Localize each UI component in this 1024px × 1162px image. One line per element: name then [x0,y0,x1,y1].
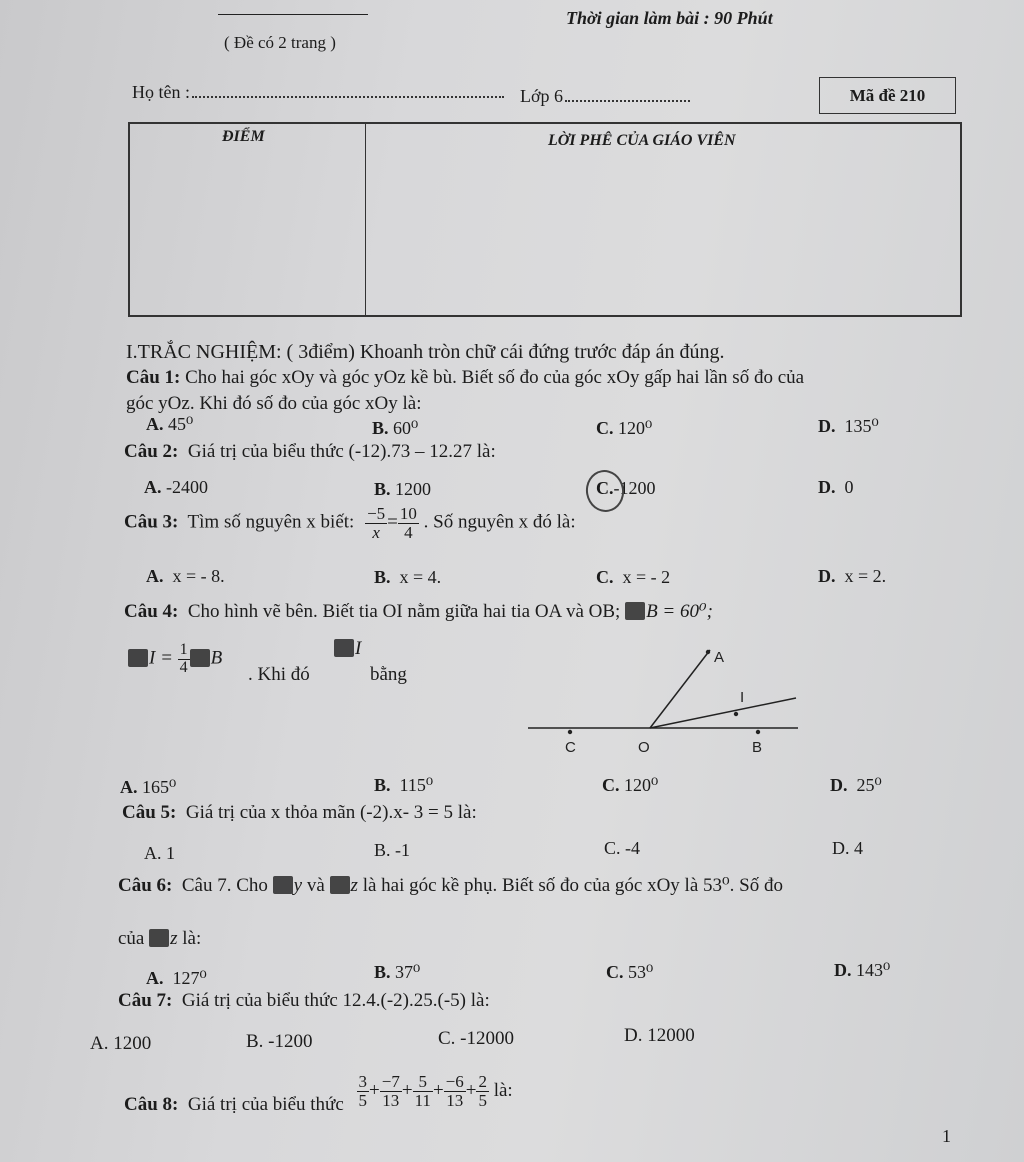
q4-bang: bằng [370,664,407,685]
question-2 [124,441,496,463]
q1-option-c: C. 120⁰ [596,418,653,438]
section-title: I.TRẮC NGHIỆM: ( 3điểm) Khoanh tròn chữ cái đứng trước đáp án đúng. [126,341,725,363]
q5-option-a: A. 1 [144,843,175,863]
question-7 [118,990,490,1012]
angle-coi-glyph [334,639,354,657]
angle-boi-glyph [128,649,148,667]
q1-text: Cho hai góc xOy và góc yOz kề bù. Biết số đo của góc xOy gấp hai lần số đo của [180,367,805,388]
q8-fraction-2: $\frac{-7}{13}$ [381,1071,400,1110]
question-6: Câu 6: Câu 7. Cho y và z là hai góc kề phụ. Biết số đo của góc xOy là 53⁰. Số đo [118,875,783,896]
question-4 [124,600,713,623]
q7-option-c: C. -12000 [438,1028,514,1049]
point-b [756,730,760,734]
ray-oi [650,698,796,728]
q3-text: Tìm số nguyên x biết: [187,511,355,533]
angle-yoz-glyph-2 [149,929,169,947]
handwritten-circle-mark [583,467,628,515]
q3-fraction-2: $\frac{10}{4}$ [399,504,417,542]
angle-aob-glyph [625,602,645,620]
q8-fraction-3: $\frac{5}{11}$ [414,1071,431,1110]
q3-option-d: D. x = 2. [818,566,887,586]
q4-line-2: I = $\frac{1}{4}$ B [128,642,222,677]
label-o: O [638,739,650,756]
label-c: C [565,739,576,756]
q2-option-d: D. 0 [818,477,854,497]
q1-option-d: D. 135⁰ [818,416,879,436]
q4-text: Cho hình vẽ bên. Biết tia OI nằm giữa hai tia OA và OB; [187,601,621,622]
q5-label: Câu 5: [122,802,177,823]
q7-label: Câu 7: [118,990,173,1011]
q4-angle-coi: I [334,638,361,660]
exam-code: Mã đề 210 [849,86,926,105]
q6-line-2: của z là: [118,928,202,949]
q7-text: Giá trị của biểu thức 12.4.(-2).25.(-5) là: [181,990,490,1011]
q4-angle-aob: B = 60⁰; [646,601,713,622]
q1-label: Câu 1: [126,367,181,388]
label-b: B [752,739,763,756]
q3-option-a: A. x = - 8. [146,566,225,586]
q3-option-b: B. x = 4. [374,567,442,587]
q5-option-b: B. -1 [374,840,410,860]
question-8: Câu 8: Giá trị của biểu thức $\frac{3}{5}$ + $\frac{-7}{13}$ + $\frac{5}{11}$ + $\frac{-6}{13}$ + $\frac{2}{5}$ là: [124,1071,513,1115]
q2-option-b: B. 1200 [374,479,432,499]
angle-yoz-glyph [330,876,350,894]
q8-fraction-4: $\frac{-6}{13}$ [445,1071,464,1110]
q4-option-c: C. 120⁰ [602,775,659,795]
q4-khi-do: . Khi đó [248,664,310,685]
score-divider [365,124,366,317]
angle-aob-glyph-2 [190,649,210,667]
score-header: ĐIỂM [222,128,265,145]
q5-option-d: D. 4 [832,838,863,858]
q3-option-c: C. x = - 2 [596,567,671,587]
q4-label: Câu 4: [124,601,179,622]
label-i: I [740,689,745,706]
point-c [568,730,572,734]
q6-option-b: B. 37⁰ [374,962,421,982]
q4-geometry-figure [520,640,810,762]
comment-header: LỜI PHÊ CỦA GIÁO VIÊN [548,132,736,149]
q7-option-a: A. 1200 [90,1033,152,1054]
question-1 [126,367,804,389]
q7-option-d: D. 12000 [624,1025,695,1046]
point-a [706,650,710,654]
q4-option-b: B. 115⁰ [374,775,434,795]
q2-option-c: C.-1200 [596,478,656,498]
q8-label: Câu 8: [124,1094,179,1115]
q1-option-a: A. 45⁰ [146,414,194,434]
q2-option-a: A. -2400 [144,477,208,497]
q8-fraction-5: $\frac{2}{5}$ [478,1071,487,1110]
q2-text: Giá trị của biểu thức (-12).73 – 12.27 là: [187,441,496,462]
q2-label: Câu 2: [124,441,179,462]
q3-label: Câu 3: [124,511,179,533]
label-a: A [714,649,725,666]
q6-option-c: C. 53⁰ [606,962,654,982]
q3-tail: . Số nguyên x đó là: [423,511,576,533]
pages-note: ( Đề có 2 trang ) [224,33,336,52]
page-number: 1 [942,1126,951,1146]
point-i [734,712,738,716]
question-5 [122,802,477,824]
q8-text: Giá trị của biểu thức [187,1094,344,1115]
q4-option-d: D. 25⁰ [830,775,882,795]
q5-text: Giá trị của x thỏa mãn (-2).x- 3 = 5 là: [185,802,477,823]
q7-option-b: B. -1200 [246,1031,313,1052]
q4-fraction: $\frac{1}{4}$ [179,641,188,676]
name-label: Họ tên : [132,82,504,103]
q5-option-c: C. -4 [604,838,640,858]
exam-code-box [819,77,956,114]
angle-xoy-glyph [273,876,293,894]
ray-oa [650,650,710,728]
exam-time: Thời gian làm bài : 90 Phút [566,8,773,28]
q6-option-d: D. 143⁰ [834,960,891,980]
class-label: Lớp 6 [520,86,690,107]
q1-text-2: góc yOz. Khi đó số đo của góc xOy là: [126,393,422,414]
question-3: Câu 3: Tìm số nguyên x biết: $\frac{-5}{x}$ = $\frac{10}{4}$ . Số nguyên x đó là: [124,504,576,542]
q8-fraction-1: $\frac{3}{5}$ [358,1071,368,1110]
q4-option-a: A. 165⁰ [120,777,177,797]
q6-label: Câu 6: [118,875,173,896]
score-table [128,122,962,317]
q6-option-a: A. 127⁰ [146,968,207,988]
q8-tail: là: [493,1080,513,1101]
q3-fraction-1: $\frac{-5}{x}$ [367,504,386,542]
q1-option-b: B. 60⁰ [372,418,419,438]
header-line [218,14,368,15]
